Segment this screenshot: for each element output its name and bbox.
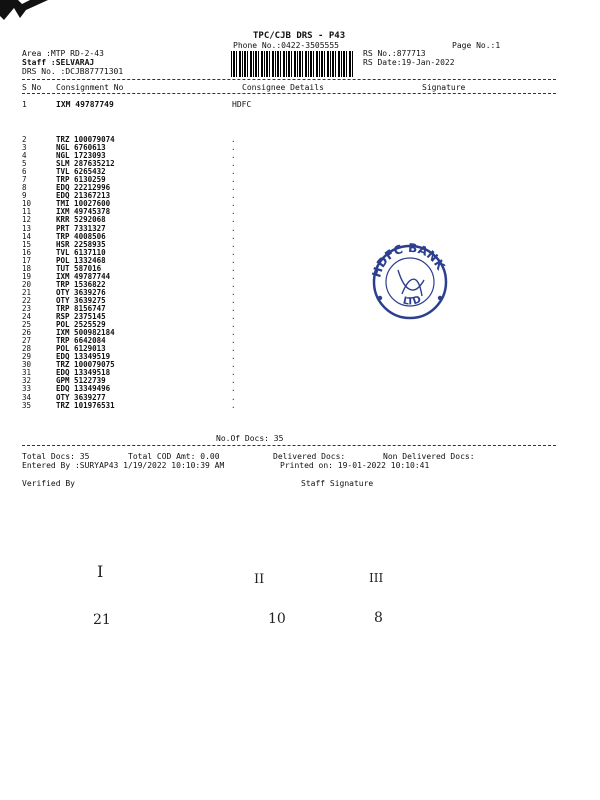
column-consignee: Consignee Details [242,83,324,92]
row-consignee-marker: . [231,263,236,273]
column-consignment: Consignment No [56,83,124,92]
handwritten-count-3: 8 [374,610,383,626]
row-consignment: TRP 6642084 [56,336,106,346]
row-sno: 20 [22,279,32,289]
row-consignment: IXM 49787744 [56,271,111,281]
row-consignment: IXM 49745378 [56,207,111,217]
row-consignee-marker: . [231,384,236,394]
svg-text:LTD [402,294,423,308]
row-consignment: TRP 8156747 [56,303,106,313]
row-consignee-marker: . [231,159,236,169]
row-consignee-marker: . [231,287,236,297]
row-sno: 17 [22,255,32,265]
row-consignment: TUT 587016 [56,263,102,273]
delivered-docs: Delivered Docs: [273,452,346,461]
row-sno: 9 [22,191,27,201]
row-consignee-marker: . [231,183,236,193]
column-signature: Signature [422,83,466,92]
row-sno: 25 [22,320,32,330]
header-divider-top [22,79,556,80]
row-sno: 5 [22,159,27,169]
row-consignment: EDQ 13349518 [56,368,111,378]
row-sno: 29 [22,352,32,362]
row-1-consignee: HDFC [232,100,252,109]
handwritten-count-2: 10 [268,611,286,627]
row-1-sno: 1 [22,100,27,109]
row-sno: 10 [22,199,32,209]
row-consignment: EDQ 22212996 [56,183,111,193]
handwritten-col-1: I [97,562,104,581]
verified-by: Verified By [22,479,75,488]
table-row [22,402,262,410]
row-consignment: TVL 6137110 [56,247,106,257]
row-sno: 21 [22,287,32,297]
row-sno: 15 [22,239,32,249]
total-cod-amount: Total COD Amt: 0.00 [128,452,220,461]
row-consignee-marker: . [231,207,236,217]
row-sno: 8 [22,183,27,193]
row-sno: 31 [22,368,32,378]
row-consignee-marker: . [231,360,236,370]
row-consignment: POL 2525529 [56,320,106,330]
row-sno: 28 [22,344,32,354]
row-consignment: POL 1332468 [56,255,106,265]
row-consignment: OTY 3639277 [56,392,106,402]
row-consignee-marker: . [231,255,236,265]
row-1-consignment: IXM 49787749 [56,100,114,109]
row-sno: 23 [22,303,32,313]
row-sno: 11 [22,207,32,217]
total-docs: Total Docs: 35 [22,452,90,461]
row-consignee-marker: . [231,199,236,209]
row-consignee-marker: . [231,247,236,257]
row-consignee-marker: . [231,215,236,225]
row-sno: 24 [22,312,32,322]
row-consignee-marker: . [231,175,236,185]
row-sno: 7 [22,175,27,185]
row-sno: 13 [22,223,32,233]
row-consignment: RSP 2375145 [56,312,106,322]
row-consignee-marker: . [231,303,236,313]
bank-stamp-icon [368,240,452,324]
row-consignment: GPM 5122739 [56,376,106,386]
row-consignment: TVL 6265432 [56,167,106,177]
row-consignment: TMI 10027600 [56,199,111,209]
non-delivered-docs: Non Delivered Docs: [383,452,475,461]
row-sno: 3 [22,143,27,153]
row-consignee-marker: . [231,392,236,402]
row-sno: 12 [22,215,32,225]
stamp-top-text: HDFC BANK [369,240,448,280]
row-consignee-marker: . [231,191,236,201]
row-consignment: EDQ 13349496 [56,384,111,394]
row-sno: 4 [22,151,27,161]
row-sno: 35 [22,400,32,410]
printed-on: Printed on: 19-01-2022 10:10:41 [280,461,430,470]
svg-text:HDFC BANK [369,241,448,279]
rs-date: RS Date:19-Jan-2022 [363,58,455,67]
row-sno: 14 [22,231,32,241]
row-consignee-marker: . [231,167,236,177]
rs-number: RS No.:877713 [363,49,426,58]
row-sno: 6 [22,167,27,177]
row-consignee-marker: . [231,328,236,338]
row-consignee-marker: . [231,368,236,378]
row-consignee-marker: . [231,239,236,249]
row-consignment: TRZ 100079074 [56,135,115,144]
row-consignee-marker: . [231,151,236,161]
header-divider-bottom [22,93,556,94]
row-sno: 16 [22,247,32,257]
page-number: Page No.:1 [452,41,501,50]
staff-label: Staff :SELVARAJ [22,58,95,67]
row-consignment: OTY 3639276 [56,287,106,297]
row-consignment: NGL 6760613 [56,143,106,153]
consignment-list [22,136,262,410]
no-of-docs: No.Of Docs: 35 [216,434,284,443]
row-consignment: HSR 2258935 [56,239,106,249]
row-consignee-marker: . [231,400,236,410]
row-sno: 26 [22,328,32,338]
row-sno: 30 [22,360,32,370]
row-sno: 32 [22,376,32,386]
row-consignee-marker: . [231,271,236,281]
row-sno: 19 [22,271,32,281]
row-consignee-marker: . [231,352,236,362]
row-sno: 22 [22,295,32,305]
document-title: TPC/CJB DRS - P43 [253,31,346,41]
drs-number: DRS No. :DCJB87771301 [22,67,124,76]
row-sno: 33 [22,384,32,394]
row-consignee-marker: . [231,143,236,153]
phone-number: Phone No.:0422-3505555 [233,41,339,50]
row-consignment: TRP 6130259 [56,175,106,185]
row-consignment: PRT 7331327 [56,223,106,233]
row-consignment: TRZ 101976531 [56,400,115,410]
row-consignment: NGL 1723093 [56,151,106,161]
row-consignee-marker: . [231,279,236,289]
area-label: Area :MTP RD-2-43 [22,49,104,58]
row-consignment: TRZ 100079075 [56,360,115,370]
row-consignee-marker: . [231,223,236,233]
row-consignment: KRR 5292068 [56,215,106,225]
row-sno: 18 [22,263,32,273]
row-consignment: EDQ 13349519 [56,352,111,362]
row-consignee-marker: . [231,376,236,386]
row-consignee-marker: . [231,231,236,241]
row-sno: 27 [22,336,32,346]
row-consignee-marker: . [231,320,236,330]
row-consignment: POL 6129013 [56,344,106,354]
handwritten-count-1: 21 [93,612,111,628]
row-consignee-marker: . [231,312,236,322]
row-consignee-marker: . [231,135,236,144]
handwritten-col-3: III [369,571,384,585]
column-sno: S No [22,83,42,92]
stamp-bottom-text: LTD [401,294,423,308]
row-consignment: TRP 1536822 [56,279,106,289]
row-consignment: EDQ 21367213 [56,191,111,201]
row-consignment: TRP 4008506 [56,231,106,241]
row-consignee-marker: . [231,295,236,305]
barcode-icon [231,51,353,77]
handwritten-col-2: II [254,572,265,587]
row-consignee-marker: . [231,344,236,354]
entered-by: Entered By :SURYAP43 1/19/2022 10:10:39 AM [22,461,225,470]
row-sno: 2 [22,135,27,144]
footer-divider [22,445,556,446]
row-consignee-marker: . [231,336,236,346]
row-consignment: OTY 3639275 [56,295,106,305]
row-sno: 34 [22,392,32,402]
staff-signature: Staff Signature [301,479,374,488]
row-consignment: IXM 500982184 [56,328,115,338]
row-consignment: SLM 287635212 [56,159,115,169]
corner-scan-mark-icon [0,0,48,20]
